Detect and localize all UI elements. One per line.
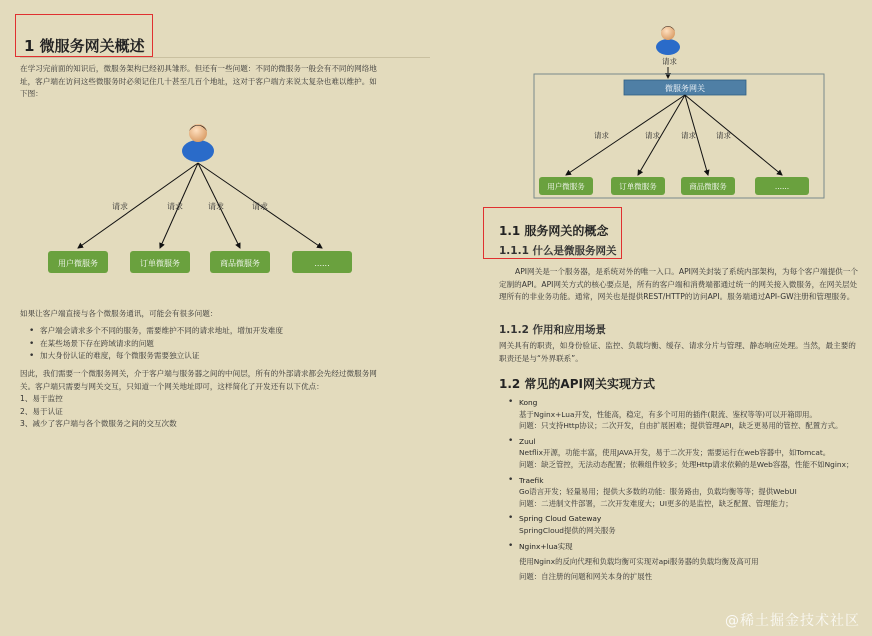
- impl-issue: 问题：二进制文件部署，二次开发难度大；UI更多的是监控，缺乏配置、管理能力；: [519, 498, 793, 508]
- watermark: @稀土掘金技术社区: [725, 613, 860, 629]
- impl-desc: 使用Nginx的反向代理和负载均衡可实现对api服务器的负载均衡及高可用: [519, 557, 759, 567]
- concept-paragraph: API网关是一个服务器，是系统对外的唯一入口。API网关封装了系统内部架构，为每个客户端提供一个定制的API。API网关方式的核心要点是，所有的客户端和消费端都通过统一的网关接入微服务，在网关层处理所有的非业务功能。通常，网关也是提供REST/HTTP的访问API。服务端通过API-GW注册和管理服务。: [499, 267, 858, 302]
- impl-issue: 问题：自注册的问题和网关本身的扩展性: [519, 571, 653, 581]
- list-item: • 加大身份认证的难度，每个微服务需要独立认证: [26, 350, 406, 363]
- impl-issue: 问题：只支持Http协议；二次开发，自由扩展困难；提供管理API，缺乏更易用的管控、配置方式。: [519, 421, 843, 431]
- svg-text:微服务网关: 微服务网关: [665, 84, 705, 93]
- service-box-product: [210, 251, 270, 273]
- list-item: 1、易于监控: [20, 394, 63, 403]
- request-label: 请求: [662, 57, 677, 66]
- service-box-more: [292, 251, 352, 273]
- request-label: 请求: [167, 202, 183, 211]
- solution-paragraph: 因此，我们需要一个微服务网关，介于客户端与服务器之间的中间层，所有的外部请求都会先经过微服务网关。客户端只需要与网关交互，只知道一个网关地址即可，这样简化了开发还有以下优点：: [20, 369, 377, 391]
- direct-access-diagram: [0, 118, 436, 283]
- impl-desc: Netflix开源，功能丰富，使用JAVA开发，易于二次开发；需要运行在web容器中，如Tomcat。: [519, 448, 831, 458]
- advantages-list: [20, 393, 380, 431]
- impl-name: • Nginx+lua实现: [519, 541, 573, 551]
- list-item: • 在某些场景下存在跨域请求的问题: [26, 338, 406, 351]
- svg-text:商品微服务: 商品微服务: [689, 182, 727, 191]
- gateway-diagram: [436, 20, 872, 205]
- list-item: [506, 475, 856, 510]
- request-label: 请求: [681, 131, 696, 140]
- impl-name: • Traefik: [519, 475, 544, 485]
- service-box-more: [755, 177, 809, 195]
- list-item: [506, 513, 856, 536]
- request-label: 请求: [716, 131, 731, 140]
- section-heading: 1.2 常见的API网关实现方式: [499, 377, 655, 391]
- user-icon: [656, 26, 680, 55]
- impl-name: • Kong: [519, 398, 538, 407]
- list-item: 2、易于认证: [20, 406, 63, 416]
- service-box-order: [130, 251, 190, 273]
- request-label: 请求: [112, 202, 128, 211]
- impl-desc: Go语言开发；轻量易用；提供大多数的功能：服务路由，负载均衡等等；提供WebUI: [519, 487, 797, 497]
- svg-text:订单微服务: 订单微服务: [619, 182, 657, 191]
- service-box-user: [48, 251, 108, 273]
- service-box-order: [611, 177, 665, 195]
- service-box-user: [539, 177, 593, 195]
- impl-name: • Zuul: [519, 436, 536, 446]
- list-item: • 客户端会请求多个不同的服务，需要维护不同的请求地址，增加开发难度: [26, 325, 406, 338]
- impl-name: • Spring Cloud Gateway: [519, 514, 602, 524]
- list-item: [506, 541, 856, 583]
- list-item: [506, 397, 856, 432]
- request-label: 请求: [645, 131, 660, 140]
- problems-list: [26, 325, 406, 363]
- impl-issue: 问题：缺乏管控，无法动态配置；依赖组件较多；处理Http请求依赖的是Web容器，性能不如Nginx；: [519, 459, 854, 469]
- svg-text:用户微服务: 用户微服务: [547, 182, 585, 191]
- gateway-box: [624, 80, 746, 95]
- list-item: [506, 436, 856, 471]
- request-label: 请求: [208, 202, 224, 211]
- impl-desc: SpringCloud提供的网关服务: [519, 525, 616, 535]
- svg-text:订单微服务: 订单微服务: [140, 259, 180, 268]
- section-heading: 1.1 服务网关的概念: [499, 224, 609, 238]
- svg-text:......: ......: [314, 259, 330, 268]
- subsection-heading: 1.1.2 作用和应用场景: [499, 324, 607, 336]
- intro-paragraph: 在学习完前面的知识后，微服务架构已经初具雏形。但还有一些问题：不同的微服务一般会有不同的网络地址，客户端在访问这些微服务时必须记住几十甚至几百个地址，这对于客户端方来说太复杂也难以维护。如下图：: [20, 64, 377, 99]
- title-divider: [20, 57, 430, 58]
- request-label: 请求: [594, 131, 609, 140]
- list-item: 3、减少了客户端与各个微服务之间的交互次数: [20, 419, 177, 429]
- svg-text:......: ......: [774, 182, 790, 191]
- implementations-list: [506, 397, 856, 586]
- section-title: 1 微服务网关概述: [24, 37, 145, 55]
- subsection-heading: 1.1.1 什么是微服务网关: [499, 245, 617, 257]
- impl-desc: 基于Nginx+Lua开发，性能高，稳定，有多个可用的插件(限流、鉴权等等)可以开箱即用。: [519, 409, 817, 419]
- right-column: [436, 0, 872, 636]
- user-icon: [182, 124, 214, 162]
- service-box-product: [681, 177, 735, 195]
- problems-intro: 如果让客户端直接与各个微服务通讯，可能会有很多问题：: [20, 309, 218, 318]
- request-label: 请求: [252, 202, 268, 211]
- svg-text:商品微服务: 商品微服务: [220, 259, 260, 268]
- roles-paragraph: 网关具有的职责，如身份验证、监控、负载均衡、缓存、请求分片与管理、静态响应处理。当然，最主要的职责还是与“外界联系”。: [499, 341, 856, 363]
- svg-text:用户微服务: 用户微服务: [58, 259, 98, 268]
